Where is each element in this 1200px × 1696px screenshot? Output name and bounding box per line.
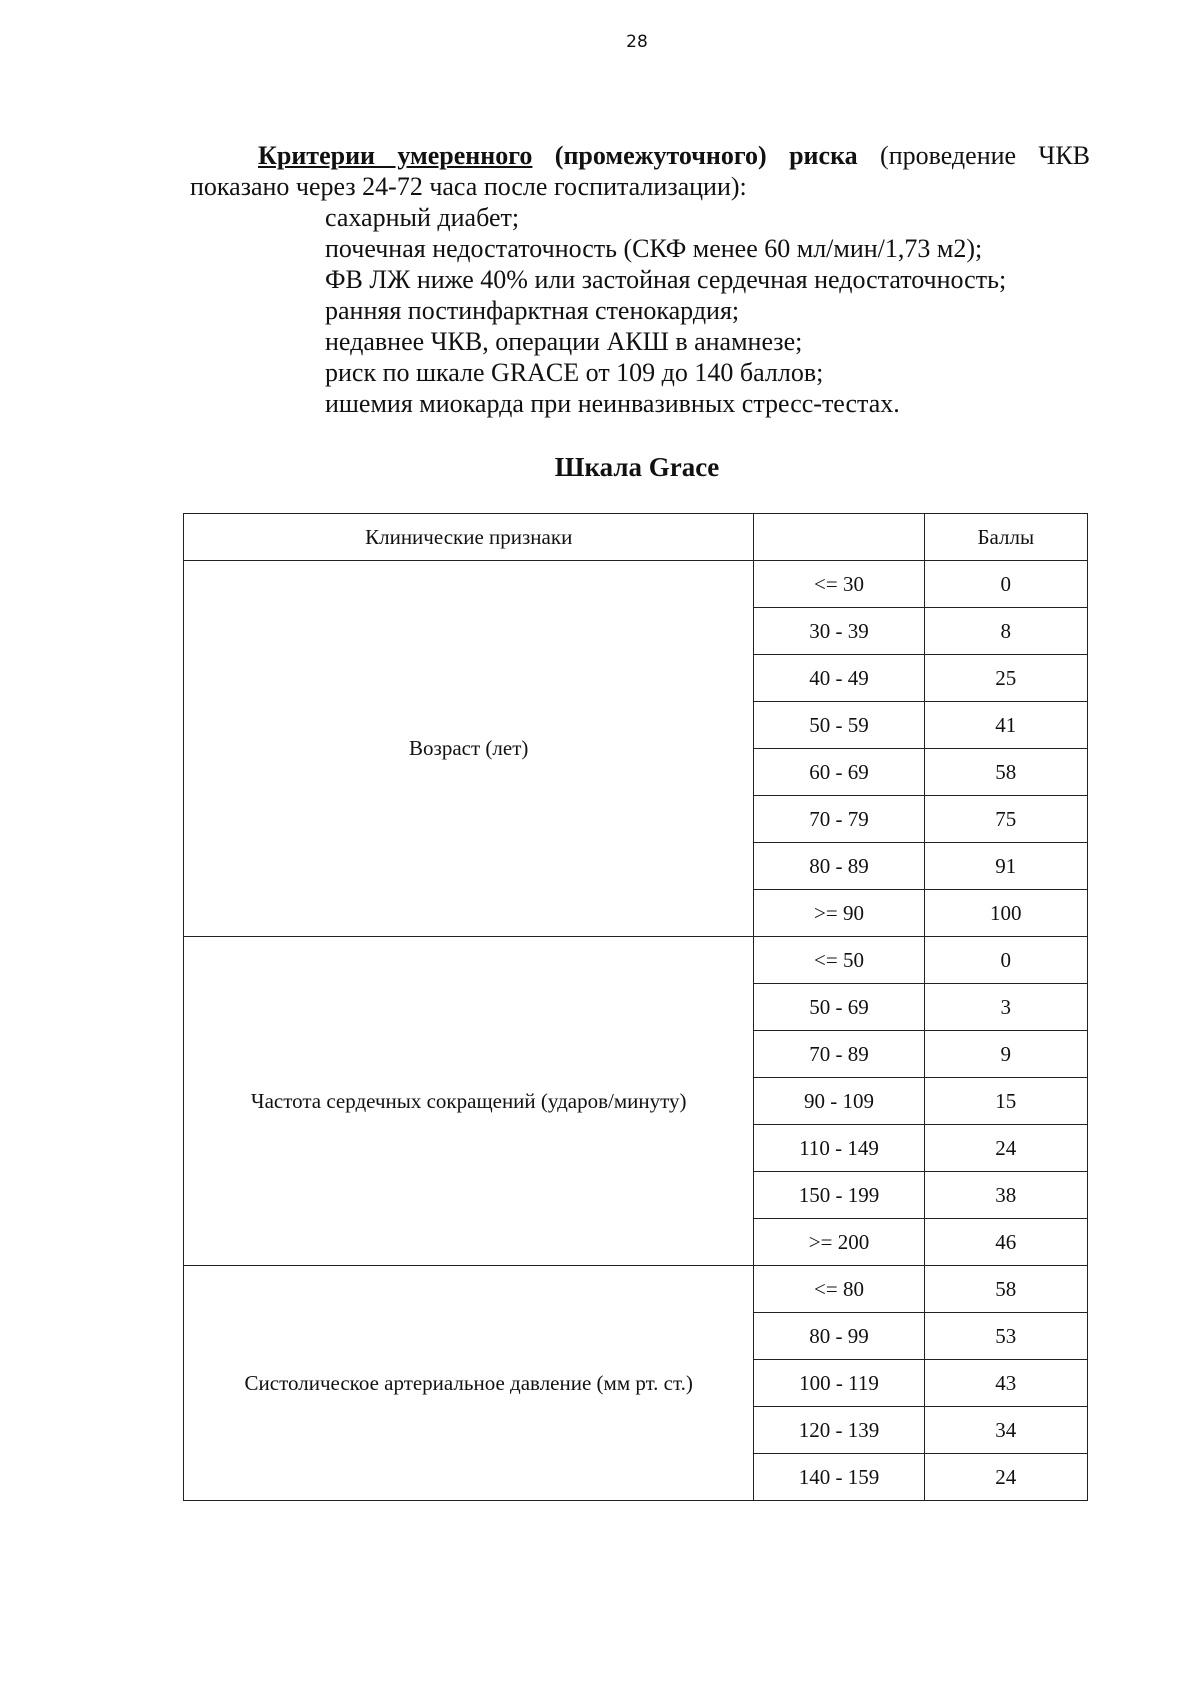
points-cell: 15 — [924, 1078, 1087, 1125]
range-cell: 90 - 109 — [754, 1078, 924, 1125]
range-cell: 60 - 69 — [754, 749, 924, 796]
points-cell: 8 — [924, 608, 1087, 655]
table-header-row — [184, 514, 1088, 561]
range-cell: 40 - 49 — [754, 655, 924, 702]
criteria-item: почечная недостаточность (СКФ менее 60 мл/мин/1,73 м2); — [325, 234, 983, 263]
page-number: 28 — [626, 32, 648, 52]
heading-underlined: Критерии умеренного — [258, 141, 533, 170]
table-row — [184, 937, 1088, 984]
range-cell: 70 - 89 — [754, 1031, 924, 1078]
range-cell: 110 - 149 — [754, 1125, 924, 1172]
range-cell: 70 - 79 — [754, 796, 924, 843]
criteria-item: ФВ ЛЖ ниже 40% или застойная сердечная недостаточность; — [325, 265, 1007, 294]
table-row — [184, 1266, 1088, 1313]
intro-heading-paragraph — [190, 140, 1090, 202]
criteria-item: сахарный диабет; — [325, 203, 520, 232]
criteria-item: ишемия миокарда при неинвазивных стресс-тестах. — [325, 389, 900, 418]
points-cell: 24 — [924, 1454, 1087, 1501]
intro-section — [190, 140, 1090, 419]
grace-score-table — [183, 513, 1088, 1501]
header-points: Баллы — [924, 514, 1087, 561]
range-cell: >= 200 — [754, 1219, 924, 1266]
points-cell: 58 — [924, 749, 1087, 796]
points-cell: 24 — [924, 1125, 1087, 1172]
points-cell: 41 — [924, 702, 1087, 749]
range-cell: 50 - 69 — [754, 984, 924, 1031]
criteria-item: риск по шкале GRACE от 109 до 140 баллов; — [325, 358, 824, 387]
range-cell: 150 - 199 — [754, 1172, 924, 1219]
criteria-item: ранняя постинфарктная стенокардия; — [325, 296, 740, 325]
heading-bold-rest: (промежуточного) риска — [554, 141, 858, 170]
group-label: Частота сердечных сокращений (ударов/минуту) — [184, 937, 754, 1266]
points-cell: 75 — [924, 796, 1087, 843]
range-cell: 50 - 59 — [754, 702, 924, 749]
range-cell: >= 90 — [754, 890, 924, 937]
range-cell: 140 - 159 — [754, 1454, 924, 1501]
grace-table-body — [184, 514, 1088, 1501]
points-cell: 0 — [924, 561, 1087, 608]
range-cell: <= 50 — [754, 937, 924, 984]
range-cell: 30 - 39 — [754, 608, 924, 655]
points-cell: 53 — [924, 1313, 1087, 1360]
points-cell: 25 — [924, 655, 1087, 702]
points-cell: 43 — [924, 1360, 1087, 1407]
points-cell: 100 — [924, 890, 1087, 937]
points-cell: 3 — [924, 984, 1087, 1031]
points-cell: 0 — [924, 937, 1087, 984]
range-cell: <= 30 — [754, 561, 924, 608]
points-cell: 9 — [924, 1031, 1087, 1078]
range-cell: 120 - 139 — [754, 1407, 924, 1454]
points-cell: 46 — [924, 1219, 1087, 1266]
criteria-item: недавнее ЧКВ, операции АКШ в анамнезе; — [325, 327, 803, 356]
table-row — [184, 561, 1088, 608]
range-cell: <= 80 — [754, 1266, 924, 1313]
group-label: Возраст (лет) — [184, 561, 754, 937]
points-cell: 34 — [924, 1407, 1087, 1454]
criteria-list — [190, 202, 1090, 419]
range-cell: 100 - 119 — [754, 1360, 924, 1407]
group-label: Систолическое артериальное давление (мм рт. ст.) — [184, 1266, 754, 1501]
points-cell: 38 — [924, 1172, 1087, 1219]
header-clinical-signs: Клинические признаки — [184, 514, 754, 561]
table-title: Шкала Grace — [554, 452, 720, 482]
range-cell: 80 - 89 — [754, 843, 924, 890]
heading-tail: (проведение ЧКВ показано через 24-72 часа после госпитализации): — [190, 141, 1091, 201]
points-cell: 91 — [924, 843, 1087, 890]
header-range — [754, 514, 924, 561]
range-cell: 80 - 99 — [754, 1313, 924, 1360]
points-cell: 58 — [924, 1266, 1087, 1313]
